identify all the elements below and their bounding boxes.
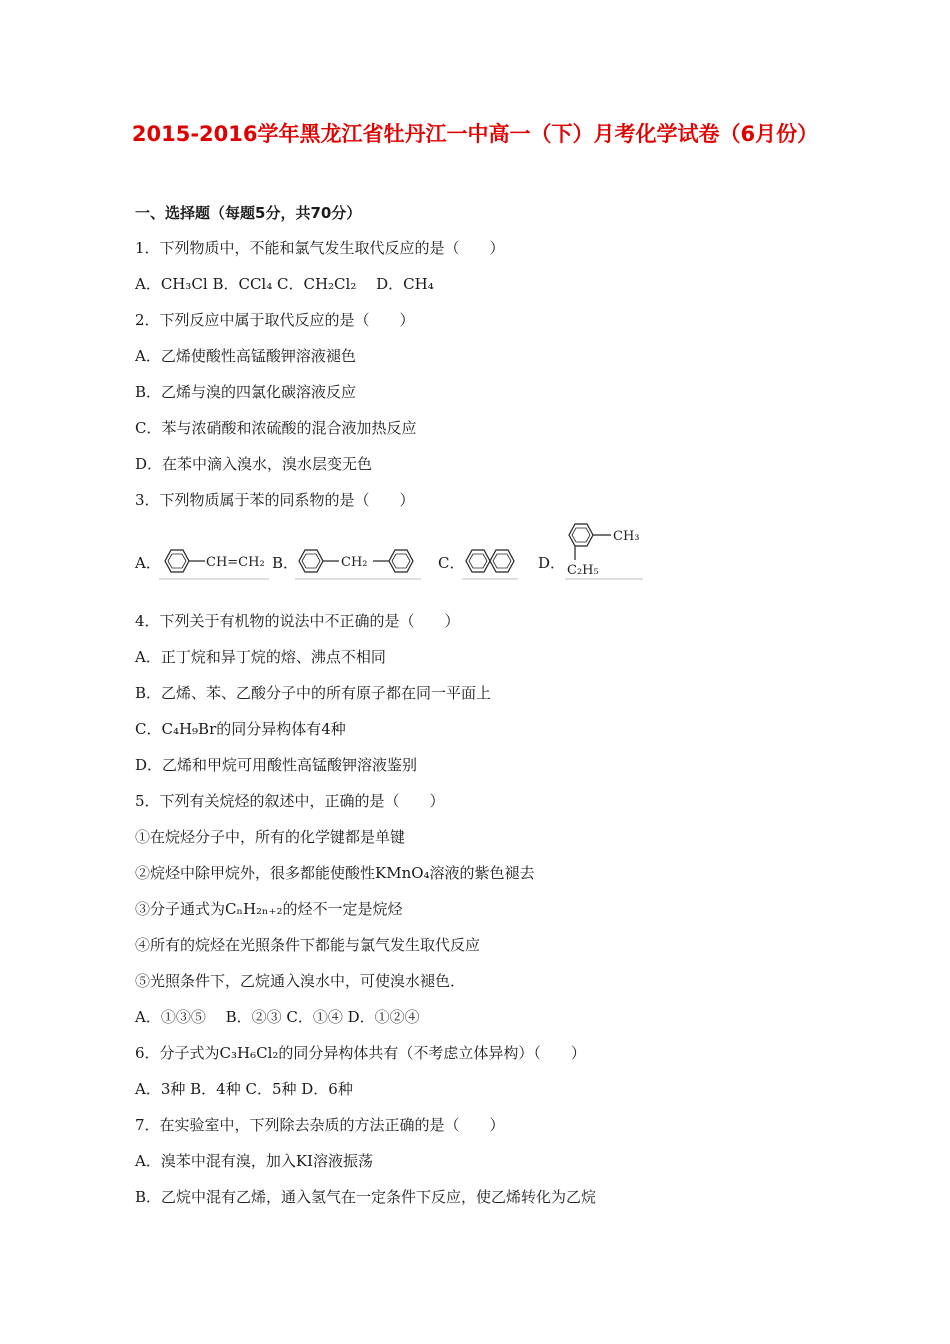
question-5-statement-1: ①在烷烃分子中，所有的化学键都是单键 [135,828,406,846]
question-1-stem: 1．下列物质中，不能和氯气发生取代反应的是（ ） [135,239,505,257]
question-3-label-b: B． [272,554,299,572]
exam-title: 2015-2016学年黑龙江省牡丹江一中高一（下）月考化学试卷（6月份） [131,122,819,146]
styrene-group-label: CH=CH₂ [206,555,265,570]
question-5-statement-3: ③分子通式为CₙH₂ₙ₊₂的烃不一定是烷烃 [135,900,403,918]
question-6-stem: 6．分子式为C₃H₆Cl₂的同分异构体共有（不考虑立体异构）（ ） [135,1044,586,1062]
question-2-option-a: A．乙烯使酸性高锰酸钾溶液褪色 [135,347,356,365]
question-5-stem: 5．下列有关烷烃的叙述中，正确的是（ ） [135,792,445,810]
question-3-label-c: C． [438,554,465,572]
question-3-structures [135,518,655,588]
ethylmethylbenzene-structure [563,512,645,584]
question-3-label-d: D． [538,554,566,572]
question-4-option-b: B．乙烯、苯、乙酸分子中的所有原子都在同一平面上 [135,684,492,702]
question-2-option-c: C．苯与浓硝酸和浓硫酸的混合液加热反应 [135,419,417,437]
question-1-options: A．CH₃Cl B．CCl₄ C．CH₂Cl₂ D．CH₄ [135,275,434,293]
section-heading: 一、选择题（每题5分，共70分） [135,204,362,222]
question-4-stem: 4．下列关于有机物的说法中不正确的是（ ） [135,612,460,630]
question-3-stem: 3．下列物质属于苯的同系物的是（ ） [135,491,415,509]
question-2-option-b: B．乙烯与溴的四氯化碳溶液反应 [135,383,357,401]
methylene-group-label: CH₂ [341,555,368,570]
question-5-statement-4: ④所有的烷烃在光照条件下都能与氯气发生取代反应 [135,936,481,954]
question-5-options: A．①③⑤ B．②③ C．①④ D．①②④ [135,1008,420,1026]
question-4-option-d: D．乙烯和甲烷可用酸性高锰酸钾溶液鉴别 [135,756,418,774]
question-5-statement-2: ②烷烃中除甲烷外，很多都能使酸性KMnO₄溶液的紫色褪去 [135,864,535,882]
question-2-option-d: D．在苯中滴入溴水，溴水层变无色 [135,455,373,473]
ethyl-group-label: C₂H₅ [567,563,599,578]
question-7-stem: 7．在实验室中，下列除去杂质的方法正确的是（ ） [135,1116,505,1134]
question-4-option-a: A．正丁烷和异丁烷的熔、沸点不相同 [135,648,386,666]
question-7-option-b: B．乙烷中混有乙烯，通入氢气在一定条件下反应，使乙烯转化为乙烷 [135,1188,597,1206]
naphthalene-structure [460,544,520,584]
question-4-option-c: C．C₄H₉Br的同分异构体有4种 [135,720,346,738]
diphenylmethane-structure [293,544,425,584]
question-6-options: A．3种 B．4种 C．5种 D．6种 [135,1080,353,1098]
methyl-group-label: CH₃ [613,529,640,544]
styrene-structure [157,544,275,584]
question-3-label-a: A． [135,554,161,572]
question-7-option-a: A．溴苯中混有溴，加入KI溶液振荡 [135,1152,373,1170]
question-2-stem: 2．下列反应中属于取代反应的是（ ） [135,311,415,329]
question-5-statement-5: ⑤光照条件下，乙烷通入溴水中，可使溴水褪色． [135,972,466,990]
